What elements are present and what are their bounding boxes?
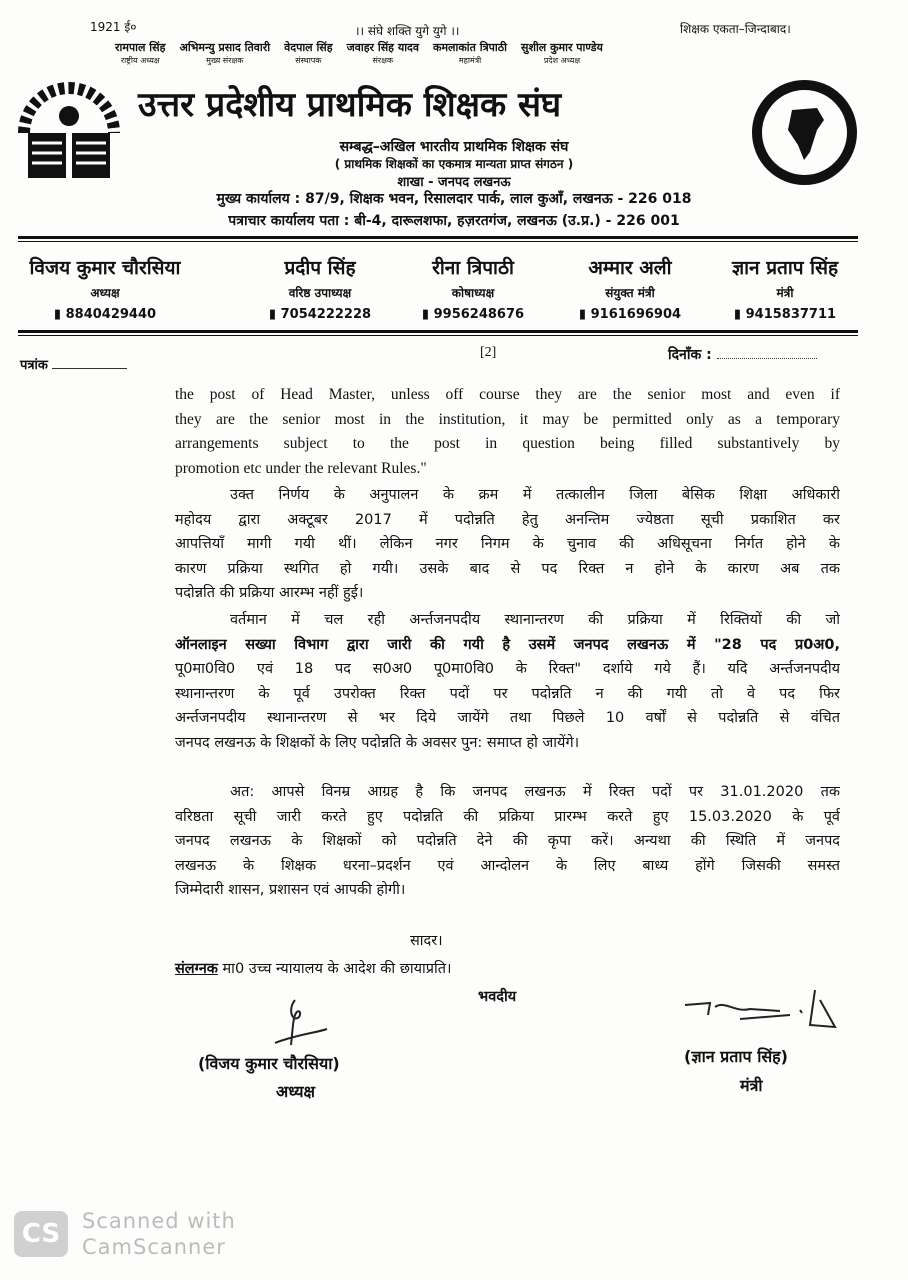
phone-icon: ▮ xyxy=(733,307,746,322)
page-number: [2] xyxy=(480,345,497,360)
officer-phone xyxy=(540,307,720,322)
officer xyxy=(383,254,563,322)
affiliation: सम्बद्ध–अखिल भारतीय प्राथमिक शिक्षक संघ xyxy=(339,139,569,155)
text-line: वरिष्ठता सूची जारी करते हुए पदोन्नति की प्रक्रिया प्रारम्भ करते हुए 15.03.2020 के पूर्व xyxy=(175,808,840,825)
officer-name: प्रदीप सिंह xyxy=(284,257,356,279)
patron-role: प्रदेश अध्यक्ष xyxy=(543,56,581,65)
text-line: स्थानान्तरण के पूर्व उपरोक्त रिक्त पदों पर पदोन्नति न की गयी तो वे पद फिर xyxy=(175,685,840,702)
patron-name: कमलाकांत त्रिपाठी xyxy=(433,41,508,54)
patron-role: मुख्य संरक्षक xyxy=(206,56,244,65)
signature-president xyxy=(265,995,335,1054)
enclosure-text: मा0 उच्च न्यायालय के आदेश की छायाप्रति। xyxy=(222,961,452,977)
text-line: पदोन्नति की प्रक्रिया आरम्भ नहीं हुई। xyxy=(175,585,364,601)
text-line: महोदय द्वारा अक्टूबर 2017 में पदोन्नति हेतु अनन्तिम ज्येष्ठता सूची प्रकाशित कर xyxy=(175,511,840,528)
watermark-line: CamScanner xyxy=(82,1235,226,1259)
enclosure xyxy=(175,958,452,978)
patron-name: वेदपाल सिंह xyxy=(284,41,333,54)
patron-role: संस्थापक xyxy=(295,56,322,65)
camscanner-logo-icon: CS xyxy=(14,1211,68,1257)
paragraph-2 xyxy=(175,608,840,755)
patron-role: राष्ट्रीय अध्यक्ष xyxy=(120,56,160,65)
officer-phone xyxy=(383,307,563,322)
ref-label: पत्रांक xyxy=(20,358,48,373)
signatory-name: (विजय कुमार चौरसिया) xyxy=(198,1054,340,1073)
quoted-judgment xyxy=(175,383,840,481)
phone-number: 8840429440 xyxy=(65,307,157,322)
yours-faithfully: भवदीय xyxy=(478,989,517,1005)
text-line: कारण प्रक्रिया स्थगित हो गयी। उसके बाद से पद रिक्त न होने के कारण अब तक xyxy=(175,560,840,577)
phone-icon: ▮ xyxy=(578,307,591,322)
text-line: जनपद लखनऊ के शिक्षकों के लिए पदोन्नति के अवसर पुन: समाप्त हो जायेंगे। xyxy=(175,734,580,751)
text-line: promotion etc under the relevant Rules." xyxy=(175,459,427,477)
patron-name: जवाहर सिंह यादव xyxy=(346,41,420,54)
text-line: arrangements subject to the post in question being filled substantively by xyxy=(175,435,840,452)
recognition: ( प्राथमिक शिक्षकों का एकमात्र मान्यता प्राप्त संगठन ) xyxy=(334,157,574,171)
text-line: they are the senior most in the institution, it may be permitted only as a temporary xyxy=(175,410,840,428)
text-line: जनपद लखनऊ के शिक्षकों को पदोन्नति देने की कृपा करें। अन्यथा की स्थिति में जनपद xyxy=(175,833,840,849)
patron-role: संरक्षक xyxy=(372,56,394,65)
patron-name: रामपाल सिंह xyxy=(115,41,166,54)
motto: ।। संघे शक्ति युगे युगे ।। xyxy=(355,24,460,38)
officer-role: मंत्री xyxy=(776,286,794,300)
text-line: the post of Head Master, unless off course they are the senior most and even if xyxy=(175,386,840,403)
officer-role: अध्यक्ष xyxy=(90,286,120,300)
officer-role: वरिष्ठ उपाध्यक्ष xyxy=(288,286,352,300)
officer-phone xyxy=(695,307,875,322)
officer-role: कोषाध्यक्ष xyxy=(451,286,495,300)
paragraph-3 xyxy=(175,780,840,903)
closing: सादर। xyxy=(410,933,443,949)
text-line: वर्तमान में चल रही अर्न्तजनपदीय स्थानान्तरण की प्रक्रिया में रिक्तियों की जो xyxy=(230,612,840,628)
head-office-address: मुख्य कार्यालय : 87/9, शिक्षक भवन, रिसालदार पार्क, लाल कुआँ, लखनऊ - 226 018 xyxy=(216,191,692,207)
patron-role: महामंत्री xyxy=(458,56,482,65)
phone-icon: ▮ xyxy=(421,307,434,322)
patron xyxy=(433,40,507,66)
text-line: पू0मा0वि0 एवं 18 पद स0अ0 पू0मा0वि0 के रिक्त" दर्शाये गये हैं। यदि अर्न्तजनपदीय xyxy=(175,661,840,677)
paragraph-1 xyxy=(175,483,840,606)
camscanner-watermark xyxy=(14,1208,236,1260)
patron xyxy=(284,40,332,66)
officer xyxy=(695,254,875,322)
patron-name: अभिमन्यु प्रसाद तिवारी xyxy=(179,41,271,54)
signatory-role: अध्यक्ष xyxy=(276,1082,315,1101)
ref-number xyxy=(20,355,127,373)
phone-number: 9161696904 xyxy=(590,307,682,322)
correspondence-address: पत्राचार कार्यालय पता : बी-4, दारूलशफा, हज़रतगंज, लखनऊ (उ.प्र.) - 226 001 xyxy=(228,213,680,229)
patron-name: सुशील कुमार पाण्डेय xyxy=(521,41,603,54)
patron xyxy=(347,40,419,66)
phone-icon: ▮ xyxy=(268,307,281,322)
text-line: उक्त निर्णय के अनुपालन के क्रम में तत्कालीन जिला बेसिक शिक्षा अधिकारी xyxy=(230,487,840,503)
officer-name: रीना त्रिपाठी xyxy=(432,257,514,279)
text-line: लखनऊ के शिक्षक धरना–प्रदर्शन एवं आन्दोलन के लिए बाध्य होंगे जिसकी समस्त xyxy=(175,857,840,874)
patron xyxy=(179,40,270,66)
divider xyxy=(18,236,858,242)
officer-name: ज्ञान प्रताप सिंह xyxy=(731,257,839,279)
text-line: अर्न्तजनपदीय स्थानान्तरण से भर दिये जायेंगे तथा पिछले 10 वर्षों से पदोन्नति से वंचित xyxy=(175,710,840,726)
org-name: उत्तर प्रदेशीय प्राथमिक शिक्षक संघ xyxy=(138,85,562,125)
text-line: अत: आपसे विनम्र आग्रह है कि जनपद लखनऊ में रिक्त पदों पर 31.01.2020 तक xyxy=(230,784,840,800)
text-line: जिम्मेदारी शासन, प्रशासन एवं आपकी होगी। xyxy=(175,882,406,898)
officer-name: विजय कुमार चौरसिया xyxy=(29,257,181,279)
patrons-row xyxy=(115,40,603,66)
text-line: ऑनलाइन सख्या विभाग द्वारा जारी की गयी है उसमें जनपद लखनऊ में "28 पद प्र0अ0, xyxy=(175,636,840,653)
signatory-name: (ज्ञान प्रताप सिंह) xyxy=(684,1047,788,1066)
phone-number: 9415837711 xyxy=(745,307,837,322)
officer-phone xyxy=(15,307,195,322)
officer xyxy=(15,254,195,322)
signature-secretary xyxy=(680,985,845,1039)
text-line: आपत्तियाँ मागी गयी थीं। लेकिन नगर निगम के चुनाव की अधिसूचना निर्गत होने के xyxy=(175,536,840,552)
date-field xyxy=(668,345,817,364)
patron xyxy=(521,40,603,66)
date-label: दिनाँक : xyxy=(668,347,712,363)
year: 1921 ई० xyxy=(90,20,137,34)
slogan: शिक्षक एकता–जिन्दाबाद। xyxy=(680,22,791,36)
officer xyxy=(540,254,720,322)
enclosure-label: संलग्नक xyxy=(175,961,218,977)
phone-number: 7054222228 xyxy=(280,307,372,322)
branch: शाखा - जनपद लखनऊ xyxy=(397,175,511,190)
phone-icon: ▮ xyxy=(53,307,66,322)
patron xyxy=(115,40,165,66)
officer-name: अम्मार अली xyxy=(588,257,672,279)
watermark-line: Scanned with xyxy=(82,1209,236,1233)
signatory-role: मंत्री xyxy=(740,1076,763,1095)
divider xyxy=(18,330,858,336)
officer-role: संयुक्त मंत्री xyxy=(605,286,655,300)
phone-number: 9956248676 xyxy=(433,307,525,322)
